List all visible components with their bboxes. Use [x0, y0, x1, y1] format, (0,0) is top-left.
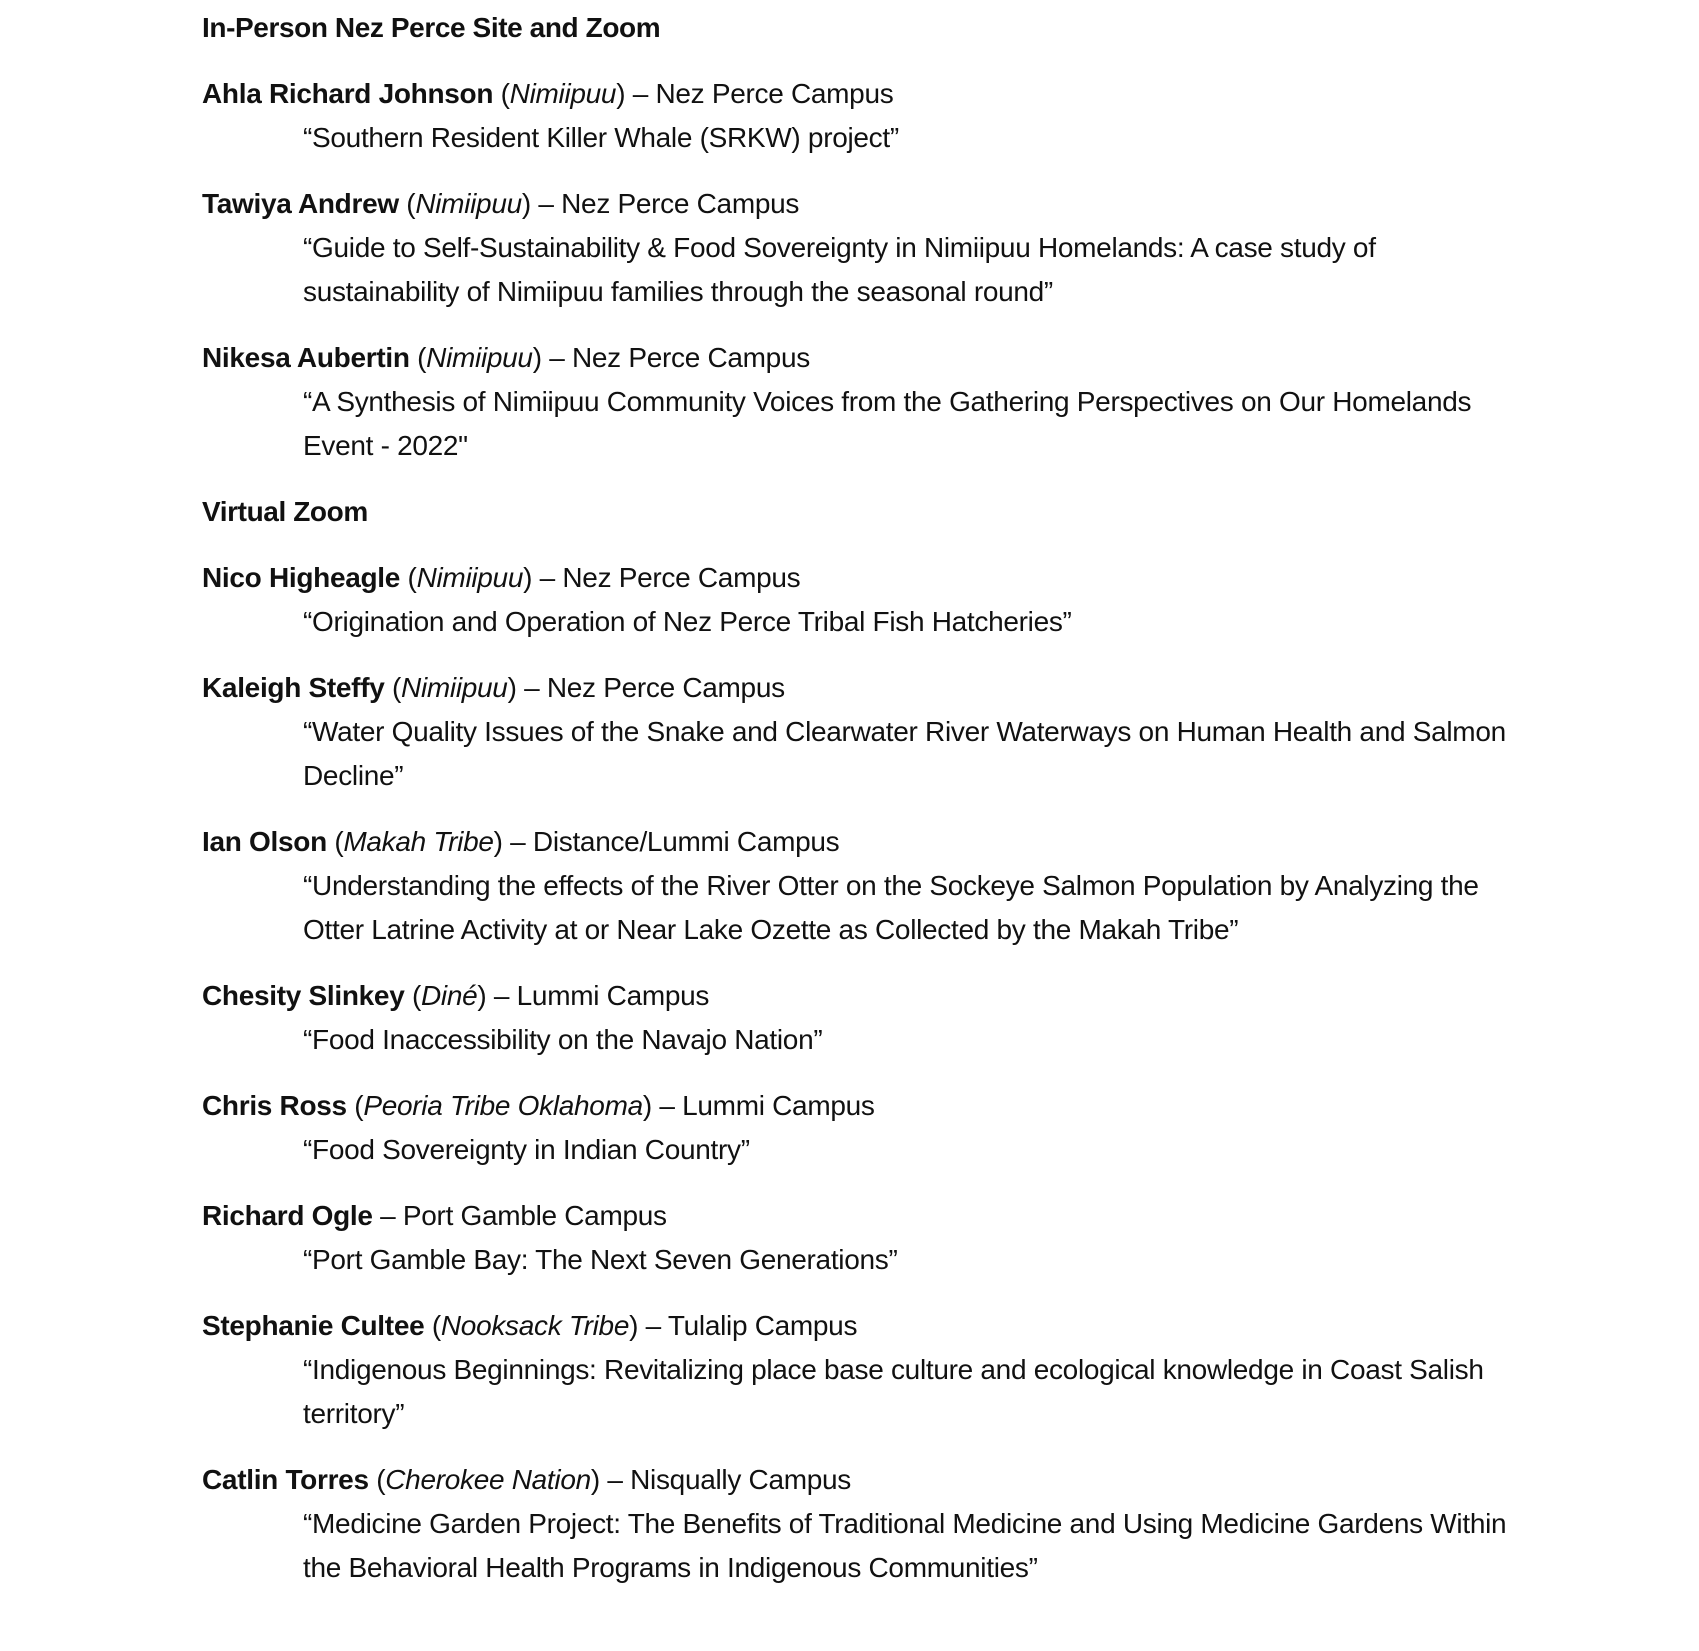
- separator: –: [651, 1090, 683, 1121]
- section-heading: In-Person Nez Perce Site and Zoom: [202, 12, 661, 43]
- presenter-name: Chesity Slinkey: [202, 980, 405, 1011]
- presenter-name: Chris Ross: [202, 1090, 347, 1121]
- separator: –: [530, 188, 562, 219]
- presentation-title: “Indigenous Beginnings: Revitalizing place base culture and ecological knowledge in Coast Salish territory”: [303, 1354, 1484, 1429]
- campus-name: Nez Perce Campus: [546, 672, 785, 703]
- presenter-line: Catlin Torres (Cherokee Nation) – Nisqually Campus: [202, 1464, 851, 1495]
- presentation-title: “Origination and Operation of Nez Perce Tribal Fish Hatcheries”: [303, 606, 1072, 637]
- presentation-title: “A Synthesis of Nimiipuu Community Voices from the Gathering Perspectives on Our Homelands Event - 2022": [303, 386, 1472, 461]
- separator: –: [372, 1200, 403, 1231]
- separator: –: [541, 342, 572, 373]
- campus-name: Port Gamble Campus: [402, 1200, 667, 1231]
- tribe-affiliation: Nimiipuu: [416, 562, 524, 593]
- presentation-title: “Medicine Garden Project: The Benefits of Traditional Medicine and Using Medicine Gardens Within the Behavioral Health Programs in Indigenous Communities”: [303, 1508, 1507, 1583]
- presenter-line: Kaleigh Steffy (Nimiipuu) – Nez Perce Campus: [202, 672, 785, 703]
- presenter-line: Ahla Richard Johnson (Nimiipuu) – Nez Perce Campus: [202, 78, 894, 109]
- presenter-name: Tawiya Andrew: [202, 188, 399, 219]
- presenter-line: Tawiya Andrew (Nimiipuu) – Nez Perce Campus: [202, 188, 800, 219]
- separator: –: [502, 826, 533, 857]
- tribe-affiliation: Nimiipuu: [426, 342, 533, 373]
- presenter-line: Nikesa Aubertin (Nimiipuu) – Nez Perce Campus: [202, 342, 810, 373]
- presentation-title: “Guide to Self-Sustainability & Food Sovereignty in Nimiipuu Homelands: A case study of sustainability of Nimiipuu families through the seasonal round”: [303, 232, 1376, 307]
- presenter-name: Ahla Richard Johnson: [202, 78, 494, 109]
- separator: –: [532, 562, 563, 593]
- campus-name: Lummi Campus: [682, 1090, 875, 1121]
- tribe-affiliation: Nimiipuu: [401, 672, 508, 703]
- presenter-name: Stephanie Cultee: [202, 1310, 425, 1341]
- separator: –: [625, 78, 656, 109]
- presentation-entry: [202, 336, 1542, 468]
- presentation-entry: [202, 182, 1542, 314]
- campus-name: Nez Perce Campus: [655, 78, 894, 109]
- presentation-entry: [202, 1084, 1542, 1172]
- presenter-name: Kaleigh Steffy: [202, 672, 385, 703]
- presentation-title: “Water Quality Issues of the Snake and Clearwater River Waterways on Human Health and Salmon Decline”: [303, 716, 1506, 791]
- presentation-entry: [202, 974, 1542, 1062]
- tribe-affiliation: Nimiipuu: [415, 188, 522, 219]
- campus-name: Lummi Campus: [516, 980, 710, 1011]
- presenter-name: Ian Olson: [202, 826, 327, 857]
- presentation-entry: [202, 1194, 1542, 1282]
- presentation-entry: [202, 1458, 1542, 1590]
- separator: –: [638, 1310, 668, 1341]
- tribe-affiliation: Nimiipuu: [509, 78, 617, 109]
- presentation-entry: [202, 820, 1542, 952]
- tribe-affiliation: Cherokee Nation: [385, 1464, 591, 1495]
- campus-name: Tulalip Campus: [667, 1310, 858, 1341]
- separator: –: [599, 1464, 631, 1495]
- presenter-name: Nico Higheagle: [202, 562, 401, 593]
- presentation-title: “Understanding the effects of the River Otter on the Sockeye Salmon Population by Analyzing the Otter Latrine Activity at or Near Lake Ozette as Collected by the Makah Tribe”: [303, 870, 1479, 945]
- campus-name: Nez Perce Campus: [571, 342, 810, 373]
- campus-name: Nez Perce Campus: [561, 188, 800, 219]
- campus-name: Distance/Lummi Campus: [532, 826, 840, 857]
- separator: –: [486, 980, 517, 1011]
- section-heading: Virtual Zoom: [202, 496, 368, 527]
- presenter-line: Ian Olson (Makah Tribe) – Distance/Lummi Campus: [202, 826, 840, 857]
- presentation-title: “Food Sovereignty in Indian Country”: [303, 1134, 750, 1165]
- presentation-entry: [202, 666, 1542, 798]
- document-page: [202, 6, 1542, 1612]
- presenter-name: Nikesa Aubertin: [202, 342, 410, 373]
- tribe-affiliation: Peoria Tribe Oklahoma: [363, 1090, 643, 1121]
- tribe-affiliation: Makah Tribe: [343, 826, 494, 857]
- presentation-entry: [202, 72, 1542, 160]
- presentation-title: “Food Inaccessibility on the Navajo Nation”: [303, 1024, 823, 1055]
- presentation-entry: [202, 1304, 1542, 1436]
- section: [202, 6, 1542, 468]
- presentation-title: “Port Gamble Bay: The Next Seven Generations”: [303, 1244, 898, 1275]
- presenter-line: Stephanie Cultee (Nooksack Tribe) – Tulalip Campus: [202, 1310, 858, 1341]
- presenter-name: Richard Ogle: [202, 1200, 373, 1231]
- tribe-affiliation: Diné: [421, 980, 478, 1011]
- separator: –: [516, 672, 547, 703]
- section: [202, 490, 1542, 1590]
- presenter-line: Nico Higheagle (Nimiipuu) – Nez Perce Campus: [202, 562, 801, 593]
- presenter-line: [202, 1194, 1542, 1238]
- presenter-line: Chris Ross (Peoria Tribe Oklahoma) – Lummi Campus: [202, 1090, 875, 1121]
- campus-name: Nisqually Campus: [630, 1464, 851, 1495]
- presentation-entry: [202, 556, 1542, 644]
- campus-name: Nez Perce Campus: [562, 562, 801, 593]
- presenter-line: Chesity Slinkey (Diné) – Lummi Campus: [202, 980, 710, 1011]
- presenter-name: Catlin Torres: [202, 1464, 369, 1495]
- presentation-title: “Southern Resident Killer Whale (SRKW) project”: [303, 122, 899, 153]
- tribe-affiliation: Nooksack Tribe: [440, 1310, 630, 1341]
